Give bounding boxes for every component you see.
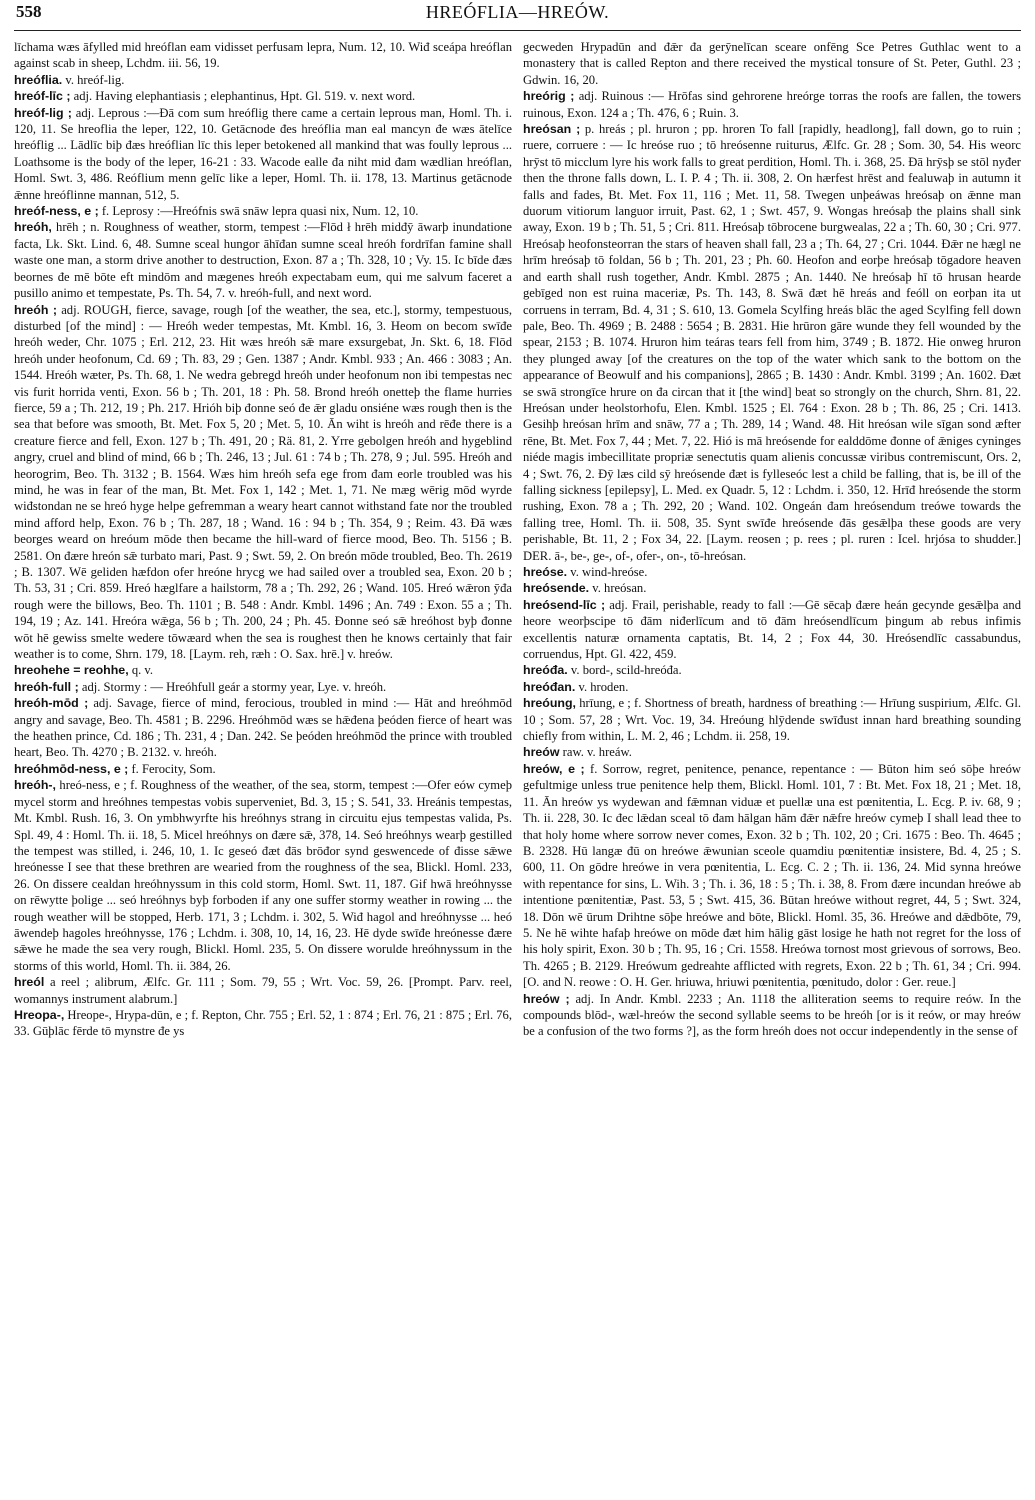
right-column (523, 39, 1021, 1040)
dictionary-entry (523, 744, 1021, 760)
headword: hreóh-, (14, 778, 56, 793)
headword: hreóhmōd-ness, e ; (14, 761, 129, 776)
entry-text: hrīung, e ; f. Shortness of breath, hardness of breathing :— Hrīung suspirium, Ælfc. Gl. 10 ; Som. 57, 28 ; Wrt. Voc. 19, 34. Hreóung hlȳdende swīđust innan hard breathing sounding chiefly from within, L. M. 2, 46 ; Lchdm. ii. 258, 19. (523, 696, 1021, 744)
dictionary-entry (523, 679, 1021, 695)
headword: hreohehe = reohhe, (14, 663, 129, 678)
entry-text: adj. In Andr. Kmbl. 2233 ; An. 1118 the alliteration seems to require reów. In the compounds blōd-, wæl-hreów the second syllable seems to be hreóh [or is it reów, or may hreów be a confusion of the two forms ?], as the form hreóh does not occur independently in the sense of (523, 991, 1021, 1039)
entry-text: v. bord-, scild-hreóđa. (570, 663, 682, 678)
two-column-body (14, 39, 1021, 1040)
entry-text: gecweden Hrypadūn and đǣr đa gerȳnelīcan sceare onfēng Sce Petres Guthlac went to a monastery that is called Repton and there received the mystical tonsure of St. Peter, Guthl. 23 ; Gdwin. 16, 20. (523, 40, 1021, 87)
headword: hreóh-mōd ; (14, 696, 89, 711)
dictionary-entry (14, 777, 512, 974)
dictionary-entry (14, 974, 512, 1007)
entry-text: v. hroden. (578, 679, 629, 694)
entry-text: adj. Savage, fierce of mind, ferocious, troubled in mind :— Hāt and hreóhmōd angry and savage, Beo. Th. 4581 ; B. 2296. Hreóhmōd wæs se hǣđena þeóden fierce of heart was the heathen prince, Cd. 186 ; Th. 231, 4 ; Dan. 242. Se þeóden hreóhmōd the prince with troubled heart, Beo. Th. 4270 ; B. 2132. v. hreóh. (14, 696, 512, 760)
dictionary-entry (14, 679, 512, 695)
dictionary-entry (523, 88, 1021, 121)
headword: hreóflia. (14, 72, 63, 87)
entry-continuation (14, 39, 512, 72)
entry-text: q. v. (131, 663, 154, 678)
running-head: HREÓFLIA—HREÓW. (425, 2, 610, 22)
entry-text: a reel ; alibrum, Ælfc. Gr. 111 ; Som. 79, 55 ; Wrt. Voc. 59, 26. [Prompt. Parv. reel, womannys instrument alabrum.] (14, 975, 513, 1006)
dictionary-entry (14, 695, 512, 761)
headword: hreóung, (523, 696, 576, 711)
entry-text: v. hreósan. (592, 581, 647, 596)
entry-text: hreó-ness, e ; f. Roughness of the weather, of the sea, storm, tempest :—Ofer eów cymeþ mycel storm and hreóhnes tempestas vobis superveniet, Bd. 3, 15 ; S. 541, 33. Hreánis tempestas, Mt. Kmbl. Rush. 16, 3. On ymbhwyrfte his hreóhnys strang in circuitu ejus tempestas valida, Ps. Spl. 49, 4 : Homl. Th. ii. 18, 5. Micel hreóhnys on đære sǣ, 378, 14. Seó hreóhnys wearþ gestilled the tempest was stilled, i. 246, 10, 1. Ic geseó đæt đās brōđor synd geswencede of đisse sǣwe hreónesse I see that these brethren are wearied from the roughness of the sea, Blickl. Homl. 233, 26. On đissere cealdan hreóhnyssum in this cold storm, Homl. Swt. 11, 187. Gif hwā hreóhnysse on rēwytte þolige ... seó hreóhnys byþ forboden if any one suffer stormy weather in rowing ... the rough weather will be stopped, Herb. 171, 3 ; Lchdm. i. 302, 5. Wiđ hagol and hreóhnysse ... heó āwendeþ hagoles hreóhnysse, 176 ; Lchdm. i. 308, 10, 14, 16, 23. Hē dyde swīđe hreónesse đære sǣwe he made the sea very rough, Blickl. Homl. 235, 5. On đissere worulde hreóhnyssum in the storms of this world, Homl. Th. ii. 384, 26. (14, 778, 512, 973)
entry-text: līchama wæs āfylled mid hreóflan eam vidisset perfusam lepra, Num. 12, 10. Wiđ sceápa hreóflan against scab in sheep, Lchdm. iii. 56, 19. (14, 40, 512, 71)
dictionary-entry (14, 302, 512, 663)
headword: hreów (523, 745, 560, 760)
entry-text: adj. Frail, perishable, ready to fall :—Gē sēcaþ đære heán gecynde gesǣlþa and heore weorþscipe tō đām niđerlīcum and tō đām hreósendlīcum þingum ab rebus infimis excellentis naturæ ornamenta captatis, Bt. 14, 2 ; Fox 44, 30. Hreósendlīc cassabundus, corruendus, Hpt. Gl. 422, 459. (523, 597, 1021, 662)
headword: hreóh-full ; (14, 679, 79, 694)
headword: hreóf-ness, e ; (14, 204, 99, 219)
headword: hreóh ; (14, 302, 58, 317)
entry-text: raw. v. hreáw. (562, 745, 632, 760)
dictionary-entry (523, 121, 1021, 564)
headword: hreóh, (14, 220, 52, 235)
entry-continuation (523, 39, 1021, 88)
headword: hreóse. (523, 565, 568, 579)
dictionary-entry (14, 761, 512, 777)
headword: hreósan ; (523, 122, 581, 137)
headword: hreóf-līc ; (14, 89, 71, 104)
headword: hreów ; (523, 991, 570, 1006)
headword: hreóđan. (523, 679, 576, 694)
entry-text: f. Sorrow, regret, penitence, penance, repentance : — Būton him seó sōþe hreów gefultmige unless true penitence help them, Blickl. Homl. 101, 7 : Bt. Met. Fox 18, 21 ; Met. 18, 11. Ān hreów ys wydewan and fǣmnan viduæ et puellæ una est pœnitentia, L. Ecg. P. iv. 68, 9 ; Th. ii. 228, 30. Ic đec lǣdan sceal tō đam hālgan hām đǣr nǣfre hreów cymeþ I shall lead thee to that holy home where sorrow never comes, Exon. 32 b ; Th. 102, 20 ; Cri. 1675 : Beo. Th. 4645 ; B. 2328. Hū langæ đū on hreówe ǣwunian sceole quamdiu pœnitentiæ insistere, Bd. 4, 25 ; S. 600, 11. On gōdre hreówe in vera pœnitentia, L. Ecg. C. 2 ; Th. ii. 136, 24. Mid synna hreówe with repentance for sins, L. Wih. 3 ; Th. i. 36, 18 : 5 ; Th. i. 38, 8. From đære incundan hreówe ab intentione pœnitentiæ, Past. 53, 5 ; Swt. 415, 36. Būtan hreówe without regret, 44, 5 ; Swt. 324, 18. Dōn wē ūrum Drihtne sōþe hreówe and bōte, Blickl. Homl. 35, 36. Hreówe and dǣdbōte, 79, 5. Ne hē wihte hafaþ hreówe on mōde đæt him hālig gāst losige he hath not regret for the loss of his holy spirit, Exon. 30 b ; Th. 95, 16 ; Cri. 1558. Hreówa tornost most grievous of sorrows, Beo. Th. 4265 ; B. 2129. Hreówum gedreahte afflicted with regrets, Exon. 22 b ; Th. 61, 34 ; Cri. 994. [O. and N. reowe : O. H. Ger. hriuwa, hriuwi pœnitentia, pœnitudo, dolor : Ger. reue.] (523, 761, 1022, 990)
headword: hreósend-līc ; (523, 597, 606, 612)
entry-text: p. hreás ; pl. hruron ; pp. hroren To fall [rapidly, headlong], fall down, go to ruin ; ruere, corruere : — Ic hreóse ruo ; tō hreósenne ruiturus, Ælfc. Gr. 28 ; Som. 30, 54. His weorc hrȳst tō micclum lyre his work falls to great perdition, Homl. Th. i. 368, 25. Đā hrȳsþ se stōl nyđer then the throne falls down, L. I. P. 4 ; Th. ii. 308, 2. On hærfest hrēst and fealuwaþ in autumn it falls and fades, Bt. Met. Fox 11, 116 ; Met. 11, 58. Twegen unþeáwas hreósaþ on ǣnne man duorum vitiorum languor irruit, Past. 62, 1 ; Swt. 457, 9. Wongas hreósaþ the plains shall sink away, Exon. 19 b ; Th. 51, 5 ; Cri. 811. Hreósaþ tōbrocene burgwealas, 22 a ; Th. 60, 30 ; Cri. 977. Hreósaþ heofonsteorran the stars of heaven shall fall, 23 a ; Th. 64, 27 ; Cri. 1044. Đǣr ne hægl ne hrīm hreósaþ tō foldan, 56 b ; Th. 201, 23 ; Ph. 60. Heofon and eorþe hreósaþ tōgadore heaven and earth shall rush together, Andr. Kmbl. 2875 ; An. 1440. Ne hreósaþ hī tō hrusan hearde gebīged non est ruina maceriæ, Ps. Th. 143, 8. Swā đæt hē hreás and feóll on eorþan ita ut corruens in terram, Bd. 4, 31 ; S. 610, 13. Gomela Scylfing hreás blāc the aged Scylfing fell down pale, Beo. Th. 4969 ; B. 2488 : 5654 ; B. 2831. Hie hrūron gāre wunde they fell wounded by the spear, 2153 ; B. 1074. Hruron him teáras tears fell from him, 3749 ; B. 1872. Hie onweg hruron they plunged away [of the creatures on the top of the water which sank to the bottom on the appearance of Beowulf and his companions], 2865 ; B. 1430 : Andr. Kmbl. 3199 ; An. 1602. Đæt se swā strongīce hrure on đa circan that it [the wind] beat so strongly on the church, Shrn. 81, 22. Hreósan under heolstorhofu, Elen. Kmbl. 1525 ; El. 764 : Exon. 28 b ; Th. 86, 25 ; Cri. 1413. Gesihþ hreósan hrīm and snāw, 77 a ; Th. 289, 14 ; Wand. 48. Hit hreósan wile sīgan sond æfter rēne, Bt. Met. Fox 7, 44 ; Met. 7, 22. Hió is mā hreósende for ealddōme đonne of ǣniges cyninges niéde magis imbecillitate propriæ senectutis quam alienis concussæ viribus contremiscunt, Ors. 2, 4 ; Swt. 76, 2. Đȳ læs cild sȳ hreósende đæt is fylleseóc lest a child be falling, that is, be ill of the falling sickness [epilepsy], L. Med. ex Quadr. 5, 12 : Lchdm. i. 350, 12. Hrīđ hreósende the storm rushing, Exon. 78 a ; Th. 292, 20 ; Wand. 102. Ongeán đam hreósendum treówe towards the falling tree, Homl. Th. ii. 508, 35. Synt swīđe hreósende đās gesǣlþa these goods are very perishable, Bt. 11, 2 ; Fox 34, 22. [Laym. reosen ; p. rees ; pl. ruren : Icel. hrjósa to shudder.] DER. ā-, be-, ge-, of-, ofer-, on-, tō-hreósan. (523, 122, 1021, 563)
dictionary-entry (14, 203, 512, 219)
entry-text: adj. Stormy : — Hreóhfull geár a stormy year, Lye. v. hreóh. (81, 679, 387, 694)
entry-text: f. Ferocity, Som. (131, 761, 216, 776)
headword: hreów, e ; (523, 761, 585, 776)
dictionary-entry (523, 761, 1021, 991)
entry-text: Hreope-, Hrypa-dūn, e ; f. Repton, Chr. 755 ; Erl. 52, 1 : 874 ; Erl. 76, 21 : 875 ; Erl. 76, 33. Gūþlāc fērde tō mynstre đe ys (14, 1007, 512, 1039)
entry-text: adj. Ruinous :— Hrōfas sind gehrorene hreórge torras the roofs are fallen, the towers ruinous, Exon. 124 a ; Th. 476, 6 ; Ruin. 3. (523, 89, 1021, 120)
entry-text: v. wind-hreóse. (570, 565, 648, 579)
dictionary-entry (523, 695, 1021, 744)
entry-text: hrēh ; n. Roughness of weather, storm, tempest :—Flōd ł hrēh midđȳ āwarþ inundatione facta, Lk. Skt. Lind. 6, 48. Sumne sceal hungor āhīđan sumne sceal hreóh fordrīfan famine shall waste one man, a storm drive another to destruction, Exon. 87 a ; Th. 328, 10 ; Vy. 15. Ic bīde đæs beornes đe mē bōte eft mindōm and mægenes hreóh expectabam eum, qui me salvum faceret a pusillo animo et tempestate, Ps. Th. 54, 7. v. hreóh-full, and next word. (14, 220, 512, 301)
page-number: 558 (16, 2, 42, 21)
dictionary-entry (523, 580, 1021, 596)
headword: hreóf-lig ; (14, 105, 72, 120)
dictionary-entry (14, 72, 512, 88)
headword: Hreopa-, (14, 1007, 65, 1022)
left-column (14, 39, 512, 1040)
dictionary-entry (14, 1007, 512, 1040)
entry-text: adj. ROUGH, fierce, savage, rough [of the weather, the sea, etc.], stormy, tempestuous, disturbed [of the mind] : — Hreóh weder tempestas, Mt. Kmbl. 16, 3. Heom on becom swīđe hreóh weder, Chr. 1075 ; Erl. 212, 23. Hit wæs hreóh sǣ mare exsurgebat, Jn. Skt. 6, 18. Flōd hreóh under heofonum, Cd. 69 ; Th. 83, 29 ; Gen. 1387 ; Andr. Kmbl. 933 ; An. 466 : 3083 ; An. 1544. Hreóh wæter, Ps. Th. 68, 1. Ne wedra gebregd hreóh under heofonum non ibi tempestas nec vis furit horrida venti, Exon. 56 b ; Th. 201, 18 : Ph. 58. Brond hreóh onetteþ the flame hurries fierce, 59 a ; Th. 212, 19 ; Ph. 217. Hrióh biþ đonne seó đe ǣr gladu onsiéne wæs rough then is the sea that before was smooth, Bt. Met. Fox 5, 20 ; Met. 5, 10. Ān wiht is hreóh and rēđe there is a creature fierce and fell, Exon. 127 b ; Th. 491, 20 ; Rä. 81, 2. Yrre gebolgen hreóh and hygeblind angry, cruel and blind of mind, 66 b ; Th. 246, 13 ; Jul. 61 : 74 b ; Th. 278, 9 ; Jul. 595. Hreóh and heorogrim, Beo. Th. 3132 ; B. 1564. Wæs him hreóh sefa ege from đam eorle troubled was his mind, he was in fear of the man, Bt. Met. Fox 1, 142 ; Met. 1, 71. Ne mæg wērig mōd wyrde wiđstondan ne se hreó hyge helpe gefremman a weary heart cannot withstand fate nor the troubled mind afford help, Exon. 76 b ; Th. 287, 18 ; Wand. 16 : 94 b ; Th. 354, 9 ; Reim. 43. Đā wæs beorges weard on hreóum mōde then became the hill-ward of fierce mood, Beo. Th. 5156 ; B. 2581. On đære hreón sǣ turbato mari, Past. 9 ; Swt. 59, 2. On breón mōde troubled, Beo. Th. 2619 ; B. 1307. Wē geliden hæfdon ofer hreóne hrycg we had sailed over a troubled sea, Exon. 20 b ; Th. 53, 31 ; Cri. 859. Hreó hæglfare a hailstorm, 78 a ; Th. 292, 26 ; Wand. 105. Hreó wǣron ȳđa rough were the billows, Beo. Th. 1101 ; B. 548 : Andr. Kmbl. 1496 ; An. 749 : Exon. 55 a ; Th. 194, 19 ; Az. 141. Hreóra wǣga, 56 b ; Th. 200, 24 ; Ph. 45. Đonne seó sǣ hreóhost byþ đonne wōt hē gewiss smelte wedere tōwæard when the sea is roughest then he knows certainly that fair weather is to come, Shrn. 179, 18. [Laym. reh, ræh : O. Sax. hrē.] v. hreów. (14, 302, 512, 662)
dictionary-entry (523, 564, 1021, 580)
dictionary-entry (14, 662, 512, 678)
page-header (14, 0, 1021, 31)
entry-text: v. hreóf-lig. (65, 72, 125, 87)
headword: hreól (14, 975, 45, 990)
headword: hreósende. (523, 581, 590, 596)
dictionary-entry (14, 88, 512, 104)
headword: hreórig ; (523, 89, 575, 104)
entry-text: adj. Leprous :—Đā com sum hreóflig there came a certain leprous man, Homl. Th. i. 120, 11. Se hreoflia the leper, 122, 10. Getācnode đes hreóflia man eal mancyn đe wæs ātelīce hreóflig ... Lādlīc biþ đæs hreóflian līc this leper betokened all mankind that was foully leprous ... Loathsome is the body of the leper, 16-21 : 33. Wacode ealle đa niht mid đam wædlian hreóflan, Homl. Swt. 3, 486. Reóflium menn gelīc like a leper, Homl. Th. ii. 178, 13. Martinus getācnode ǣnne hreóflinne mannan, 512, 5. (14, 105, 512, 202)
dictionary-entry (523, 991, 1021, 1040)
dictionary-entry (523, 662, 1021, 678)
dictionary-entry (523, 597, 1021, 663)
dictionary-entry (14, 105, 512, 203)
entry-text: f. Leprosy :—Hreófnis swā snāw lepra quasi nix, Num. 12, 10. (101, 204, 419, 219)
dictionary-entry (14, 219, 512, 301)
headword: hreóđa. (523, 663, 568, 678)
entry-text: adj. Having elephantiasis ; elephantinus, Hpt. Gl. 519. v. next word. (73, 89, 416, 104)
